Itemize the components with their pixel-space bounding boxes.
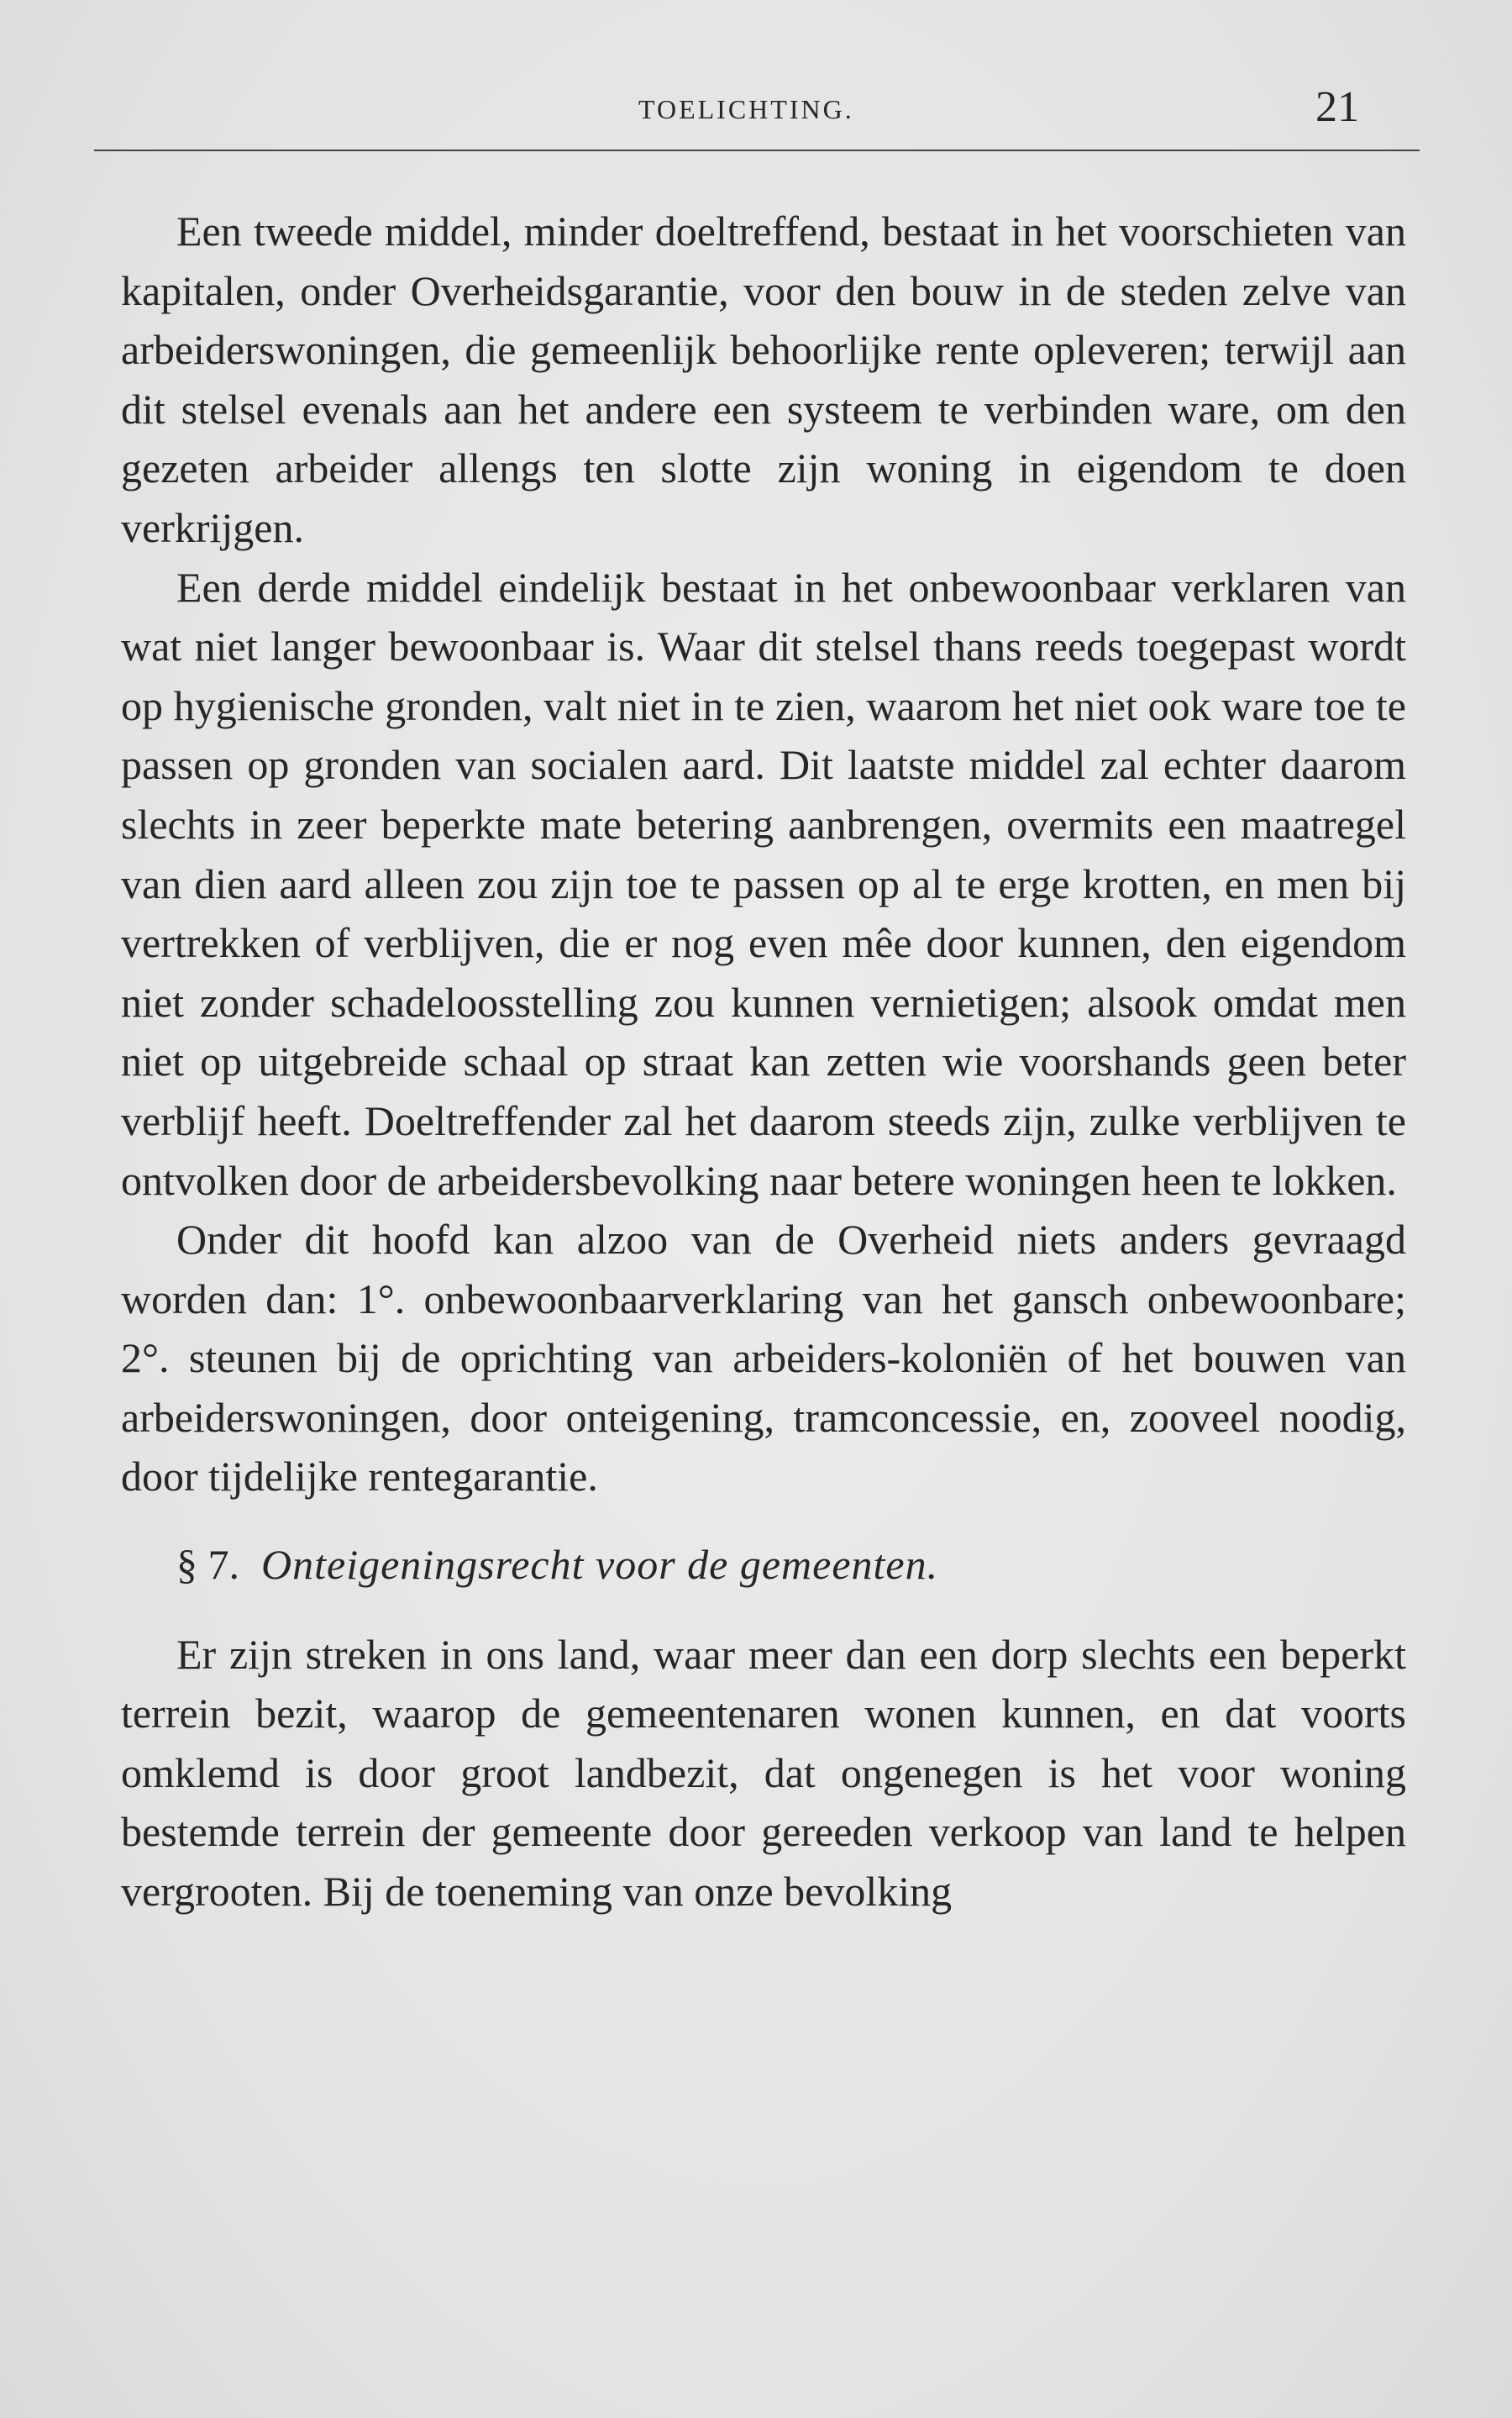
header-rule <box>94 150 1420 151</box>
body-text <box>121 202 1406 1921</box>
section-title: Onteigeningsrecht voor de gemeenten. <box>261 1541 939 1589</box>
running-title: TOELICHTING. <box>638 94 854 124</box>
page-number: 21 <box>1315 83 1359 131</box>
paragraph: Onder dit hoofd kan alzoo van de Overheid niets anders gevraagd worden dan: 1°. onbewoonbaarverklaring van het gansch onbewoonbare; 2°. steunen bij de oprichting van arbeiders-koloniën of het bouwen van arbeiderswoningen, door onteigening, tramconcessie, en, zooveel noodig, door tijdelijke rentegarantie. <box>121 1216 1406 1501</box>
running-head <box>0 82 1512 133</box>
paragraph: Een tweede middel, minder doeltreffend, bestaat in het voorschieten van kapitalen, onder Overheidsgarantie, voor den bouw in de steden zelve van arbeiderswoningen, die gemeenlijk behoorlijke rente opleveren; terwijl aan dit stelsel evenals aan het andere een systeem te verbinden ware, om den gezeten arbeider allengs ten slotte zijn woning in eigendom te doen verkrijgen. <box>121 208 1406 551</box>
section-number: § 7. <box>176 1541 239 1589</box>
paragraph: Er zijn streken in ons land, waar meer dan een dorp slechts een beperkt terrein bezit, waarop de gemeentenaren wonen kunnen, en dat voorts omklemd is door groot landbezit, dat ongenegen is het voor woning bestemde terrein der gemeente door gereeden verkoop van land te helpen vergrooten. Bij de toeneming van onze bevolking <box>121 1630 1406 1916</box>
paragraph: Een derde middel eindelijk bestaat in het onbewoonbaar verklaren van wat niet langer bewoonbaar is. Waar dit stelsel thans reeds toegepast wordt op hygienische gronden, valt niet in te zien, waarom het niet ook ware toe te passen op gronden van socialen aard. Dit laatste middel zal echter daarom slechts in zeer beperkte mate betering aanbrengen, overmits een maatregel van dien aard alleen zou zijn toe te passen op al te erge krotten, en men bij vertrekken of verblijven, die er nog even mêe door kunnen, den eigendom niet zonder schadeloosstelling zou kunnen vernietigen; alsook omdat men niet op uitgebreide schaal op straat kan zetten wie voorshands geen beter verblijf heeft. Doeltreffender zal het daarom steeds zijn, zulke verblijven te ontvolken door de arbeidersbevolking naar betere woningen heen te lokken. <box>121 563 1406 1204</box>
section-heading <box>121 1535 1406 1595</box>
